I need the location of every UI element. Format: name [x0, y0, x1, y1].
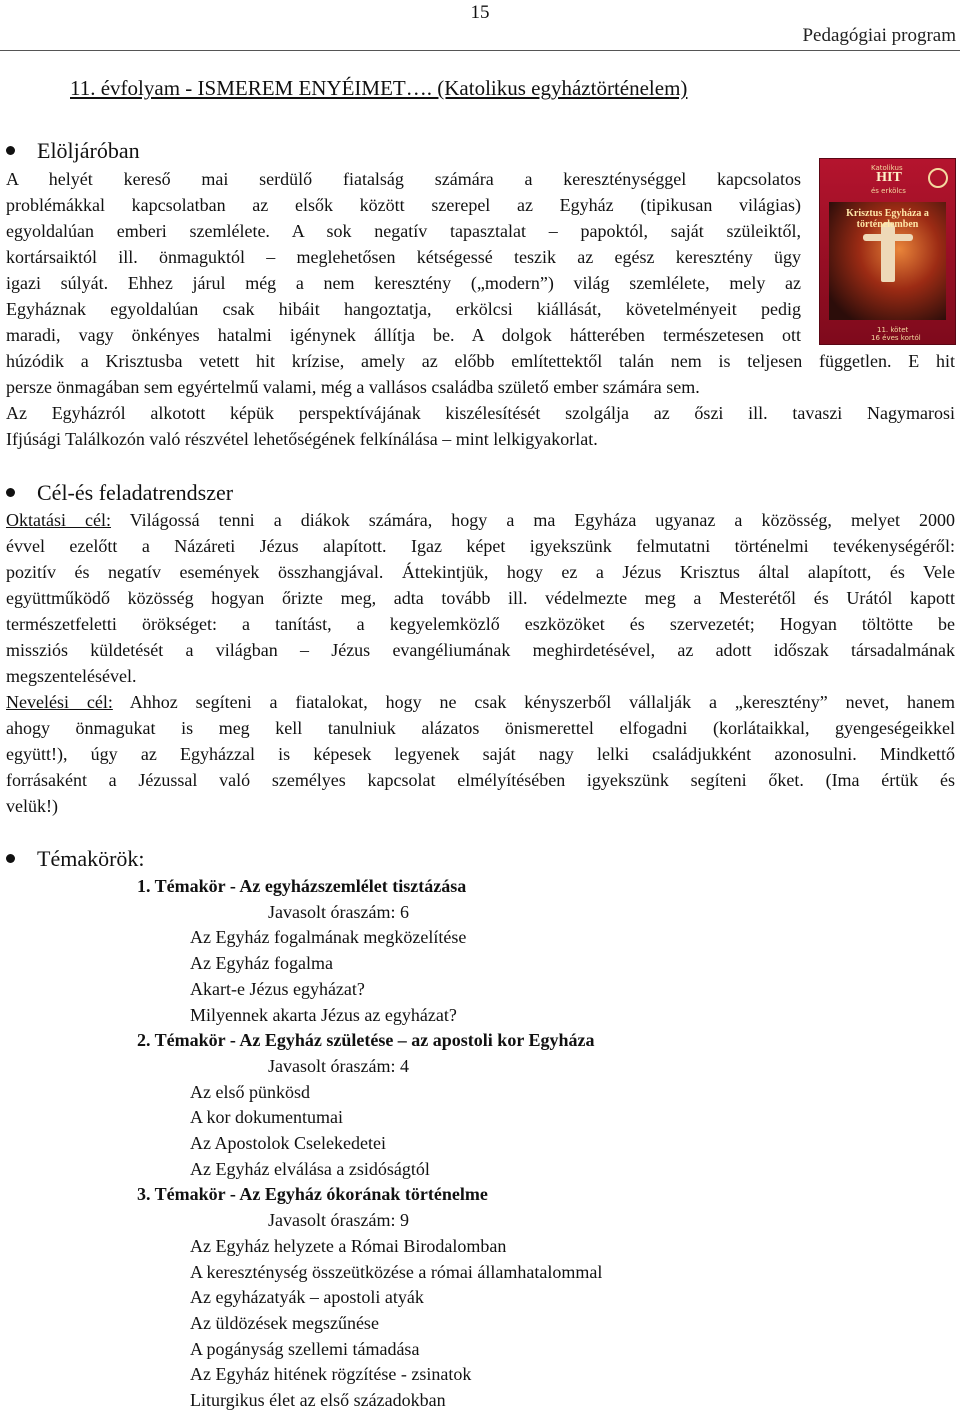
lesson-item: Az Apostolok Cselekedetei [190, 1133, 386, 1154]
running-head: Pedagógiai program [802, 25, 956, 46]
publisher-logo-icon [928, 168, 948, 188]
section-heading-goals [6, 480, 233, 506]
lesson-item: Liturgikus élet az első századokban [190, 1390, 446, 1411]
goals-paragraph [6, 507, 955, 819]
nev-goal-label: Nevelési cél: [6, 692, 113, 712]
text-line: húzódik a Krisztusba vetett hit krízise, amely az előbb említettektől talán nem is teljesen független. E hit [6, 351, 955, 371]
lesson-item: Az Egyház helyzete a Római Birodalomban [190, 1235, 507, 1256]
text-line: maradi, vagy önkényes hatalmi igénynek állítja be. A dolgok hátterében természetesen ott [6, 325, 801, 345]
bullet-icon [6, 146, 15, 155]
text-line: velük!) [6, 796, 58, 816]
text-line: együttműködő közösség hogyan őrizte meg, adta tovább ill. védelmezte meg a Mesterétől és Urától kapott [6, 588, 955, 608]
text-line: persze önmagában sem egyértelmű valami, még a vallásos családba születő ember számára sem. [6, 377, 700, 397]
cover-top-text: Katolikus [871, 164, 903, 172]
text-line: A helyét kereső mai serdülő fiatalság számára a kereszténységgel kapcsolatos [6, 169, 801, 189]
text-line: egyoldalúan emberi szemlélete. A sok negatív tapasztalat – papoktól, saját szüleiktől, [6, 221, 801, 241]
text-line: pozitív és negatív események összhangjával. Áttekintjük, hogy ez a Jézus Krisztus által alapított, és Vele [6, 562, 955, 582]
lesson-item: Az Egyház elválása a zsidóságtól [190, 1158, 430, 1179]
lesson-item: Az első pünkösd [190, 1081, 310, 1102]
lesson-item: Akart-e Jézus egyházat? [190, 978, 365, 999]
cover-book-title: Krisztus Egyháza a történelemben [846, 208, 929, 230]
intro-paragraph [6, 166, 955, 452]
cover-subtitle: és erkölcs [871, 187, 906, 195]
book-cover-image [819, 158, 956, 345]
cover-big-text: HIT [876, 170, 902, 185]
lesson-item: Az Egyház fogalmának megközelítése [190, 927, 467, 948]
text-line: Oktatási cél: Világossá tenni a diákok számára, hogy a ma Egyháza ugyanaz a közösség, melyet 2000 [6, 510, 955, 530]
cover-age: 16 éves kortól [871, 334, 921, 342]
text-line: Egyháznak egyoldalúan csak hibáit hangoztatja, erkölcsi kiállását, követelményeit pedig [6, 299, 801, 319]
topic-list [0, 874, 960, 1414]
lesson-item: Az üldözések megszűnése [190, 1312, 379, 1333]
lesson-item: Az Egyház hitének rögzítése - zsinatok [190, 1364, 472, 1385]
text-line: évvel ezelőtt a Názáreti Jézus alapított. Igaz képet igyekszünk felmutatni történelmi tevékenységéről: [6, 536, 955, 556]
page-number: 15 [470, 2, 490, 23]
text-line: természetfeletti örökséget: a tanítást, a kegyelemközlő eszközöket és szervezetét; Hogyan töltötte be [6, 614, 955, 634]
header-rule [0, 50, 960, 51]
bullet-icon [6, 488, 15, 497]
text-line: igazi súlyát. Ehhez járul még a nem keresztény („modern”) világ szemlélete, mely az [6, 273, 801, 293]
cover-volume: 11. kötet [877, 326, 909, 334]
text-line: kortársaiktól ill. önmaguktól – meglehetősen kétségessé teszik az egész keresztény ügy [6, 247, 801, 267]
topic-title: 2. Témakör - Az Egyház születése – az apostoli kor Egyháza [137, 1030, 595, 1051]
topic-hours: Javasolt óraszám: 6 [268, 901, 409, 922]
lesson-item: Az Egyház fogalma [190, 953, 333, 974]
topics-heading: Témakörök: [37, 846, 145, 871]
text-line: Az Egyházról alkotott képük perspektívájának kiszélesítését szolgálja az őszi ill. tavaszi Nagymarosi [6, 403, 955, 423]
lesson-item: Az egyházatyák – apostoli atyák [190, 1287, 424, 1308]
lesson-item: A kereszténység összeütközése a római államhatalommal [190, 1261, 603, 1282]
section-heading-intro [6, 138, 140, 164]
topic-title: 1. Témakör - Az egyházszemlélet tisztázása [137, 876, 467, 896]
page-title: 11. évfolyam - ISMEREM ENYÉIMET…. (Katolikus egyháztörténelem) [70, 76, 688, 100]
lesson-item: Milyennek akarta Jézus az egyházat? [190, 1004, 457, 1025]
edu-goal-label: Oktatási cél: [6, 510, 112, 530]
text-line: együtt!), úgy az Egyházzal is képesek legyenek saját nagy lelki családjukként azonosulni. Mindkettő [6, 744, 955, 764]
topic-hours: Javasolt óraszám: 4 [268, 1055, 409, 1076]
text-line: ahogy önmagukat is meg kell tanulniuk alázatos önismerettel elfogadni (korlátaikkal, gyengeségeikkel [6, 718, 955, 738]
lesson-item: A kor dokumentumai [190, 1107, 343, 1128]
section-heading-topics [6, 846, 145, 872]
lesson-item: A pogányság szellemi támadása [190, 1338, 420, 1359]
bullet-icon [6, 854, 15, 863]
text-line: missziós küldetését a világban – Jézus evangéliumának meghirdetésével, az adott időszak társadalmának [6, 640, 955, 660]
text-line: megszentelésével. [6, 666, 137, 686]
topic-hours: Javasolt óraszám: 9 [268, 1210, 409, 1231]
text-line: Nevelési cél: Ahhoz segíteni a fiatalokat, hogy ne csak kényszerből vállalják a „keresztény” nevet, hanem [6, 692, 955, 712]
goals-heading: Cél-és feladatrendszer [37, 480, 234, 505]
text-line: forrásaként a Jézussal való személyes kapcsolat elmélyítésében igyekszünk segíteni őket. (Ima értük és [6, 770, 955, 790]
intro-heading: Elöljáróban [37, 138, 140, 163]
topic-title: 3. Témakör - Az Egyház ókorának történelme [137, 1184, 488, 1205]
text-line: Ifjúsági Találkozón való részvétel lehetőségének felkínálása – mint lelkigyakorlat. [6, 429, 598, 449]
text-line: problémákkal kapcsolatban az elsők között szerepel az Egyház (tipikusan világias) [6, 195, 801, 215]
cover-illustration [829, 202, 946, 320]
